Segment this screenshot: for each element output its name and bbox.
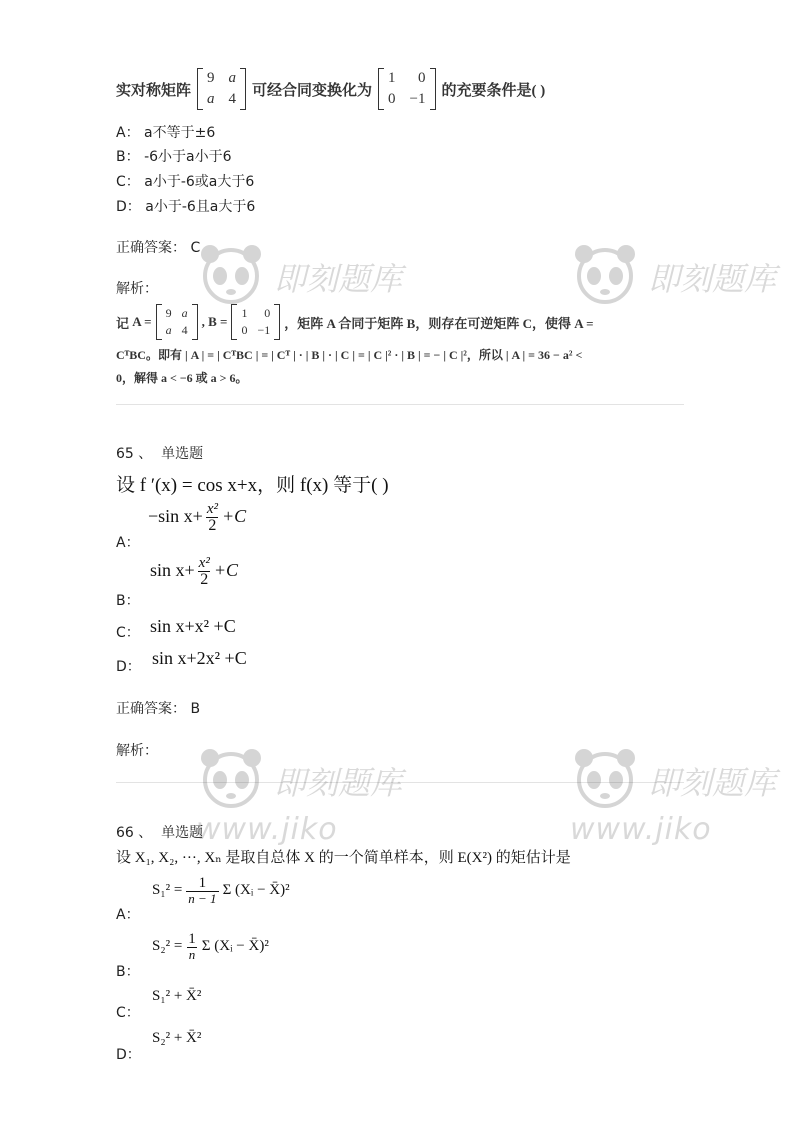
watermark-brand: 即刻题库 bbox=[274, 260, 403, 298]
watermark-url: www.jiko bbox=[196, 812, 338, 847]
q64-stem-middle: 可经合同变换化为 bbox=[252, 82, 373, 99]
q64-option-b[interactable]: B： -6小于a小于6 bbox=[116, 149, 232, 165]
separator bbox=[116, 404, 684, 405]
fraction: $\frac{\text{x²}}{2}$ bbox=[198, 555, 210, 588]
q65-answer: 正确答案： B bbox=[116, 701, 201, 717]
watermark-url: www.jiko bbox=[570, 812, 712, 847]
q64-option-c[interactable]: C： a小于-6或a大于6 bbox=[116, 174, 255, 190]
q65-option-a[interactable]: A： −sin x+ $\frac{\text{x²}}{2}$ +C bbox=[116, 501, 247, 551]
q64-stem-suffix: 的充要条件是( ) bbox=[441, 82, 546, 99]
panda-logo-icon bbox=[196, 744, 266, 814]
analysis-matrix-b: 1 0 0 −1 bbox=[231, 304, 280, 340]
q65-stem: 设 f ′(x) = cos x+x，则 f(x) 等于( ) bbox=[116, 475, 389, 496]
q66-option-d[interactable]: D： S₂² + X̄² bbox=[116, 1030, 202, 1063]
q65-analysis-label: 解析： bbox=[116, 743, 158, 759]
q66-option-a-expr: S₁² = $\frac{1}{n - 1}$ Σ (Xᵢ − X̄)² bbox=[152, 875, 290, 906]
q64-answer-value: C bbox=[190, 240, 201, 256]
matrix-cell: a bbox=[207, 91, 215, 107]
watermark-bottom-right bbox=[570, 740, 777, 880]
q65-answer-value: B bbox=[190, 701, 201, 717]
q65-option-d[interactable]: D： sin x+2x² +C bbox=[116, 648, 247, 675]
q65-header: 65 、 单选题 bbox=[116, 446, 204, 462]
matrix-cell: 4 bbox=[228, 91, 237, 107]
panda-logo-icon bbox=[570, 744, 640, 814]
watermark-brand: 即刻题库 bbox=[274, 764, 403, 802]
q64-analysis-line1: 记 A = 9 a a 4 , B = 1 0 0 −1 ，矩阵 A 合同于矩阵 B，则存在可逆矩阵 C，使得 A = bbox=[116, 300, 594, 344]
q64-answer: 正确答案： C bbox=[116, 240, 201, 256]
fraction: $\frac{\text{x²}}{2}$ bbox=[206, 501, 218, 534]
matrix-cell: 9 bbox=[207, 70, 215, 86]
q65-option-b-expr: sin x+ $\frac{\text{x²}}{2}$ +C bbox=[150, 555, 238, 588]
q64-stem bbox=[116, 62, 545, 116]
q66-stem: 设 X₁, X₂, ···, Xₙ 是取自总体 X 的一个简单样本，则 E(X²) 的矩估计是 bbox=[116, 850, 571, 866]
matrix-cell: 0 bbox=[418, 70, 426, 86]
fraction: $\frac{1}{n - 1}$ bbox=[188, 875, 217, 906]
q64-analysis-line2: CᵀBC。即有 | A | = | CᵀBC | = | Cᵀ | · | B | · | C | = | C |² · | B | = − | C |²，所以 | A | = 36 − a² < bbox=[116, 348, 583, 362]
q65-option-b[interactable]: B： sin x+ $\frac{\text{x²}}{2}$ +C bbox=[116, 555, 238, 609]
watermark-brand: 即刻题库 bbox=[648, 260, 777, 298]
analysis-matrix-a: 9 a a 4 bbox=[156, 304, 198, 340]
q66-option-b[interactable]: B： S₂² = $\frac{1}{n}$ Σ (Xᵢ − X̄)² bbox=[116, 931, 269, 980]
matrix-cell: 0 bbox=[388, 91, 396, 107]
q65-option-c[interactable]: C： sin x+x² +C bbox=[116, 616, 236, 641]
q64-matrix-1 bbox=[197, 68, 246, 110]
q64-option-d[interactable]: D： a小于-6且a大于6 bbox=[116, 199, 256, 215]
q64-stem-prefix: 实对称矩阵 bbox=[116, 82, 192, 99]
watermark-brand: 即刻题库 bbox=[648, 764, 777, 802]
q66-option-a[interactable]: A： S₁² = $\frac{1}{n - 1}$ Σ (Xᵢ − X̄)² bbox=[116, 875, 290, 923]
q64-matrix-2 bbox=[378, 68, 435, 110]
matrix-cell: a bbox=[228, 70, 237, 86]
q66-option-c[interactable]: C： S₁² + X̄² bbox=[116, 988, 202, 1021]
q64-analysis-label: 解析： bbox=[116, 281, 158, 297]
q64-analysis-line3: 0，解得 a < −6 或 a > 6。 bbox=[116, 371, 248, 385]
fraction: $\frac{1}{n}$ bbox=[188, 931, 196, 962]
matrix-cell: −1 bbox=[409, 91, 426, 107]
q66-option-b-expr: S₂² = $\frac{1}{n}$ Σ (Xᵢ − X̄)² bbox=[152, 931, 269, 962]
matrix-cell: 1 bbox=[388, 70, 396, 86]
separator bbox=[116, 782, 684, 783]
q66-header: 66 、 单选题 bbox=[116, 825, 204, 841]
q65-option-a-expr: −sin x+ $\frac{\text{x²}}{2}$ +C bbox=[148, 501, 247, 534]
q64-option-a[interactable]: A： a不等于±6 bbox=[116, 125, 216, 141]
